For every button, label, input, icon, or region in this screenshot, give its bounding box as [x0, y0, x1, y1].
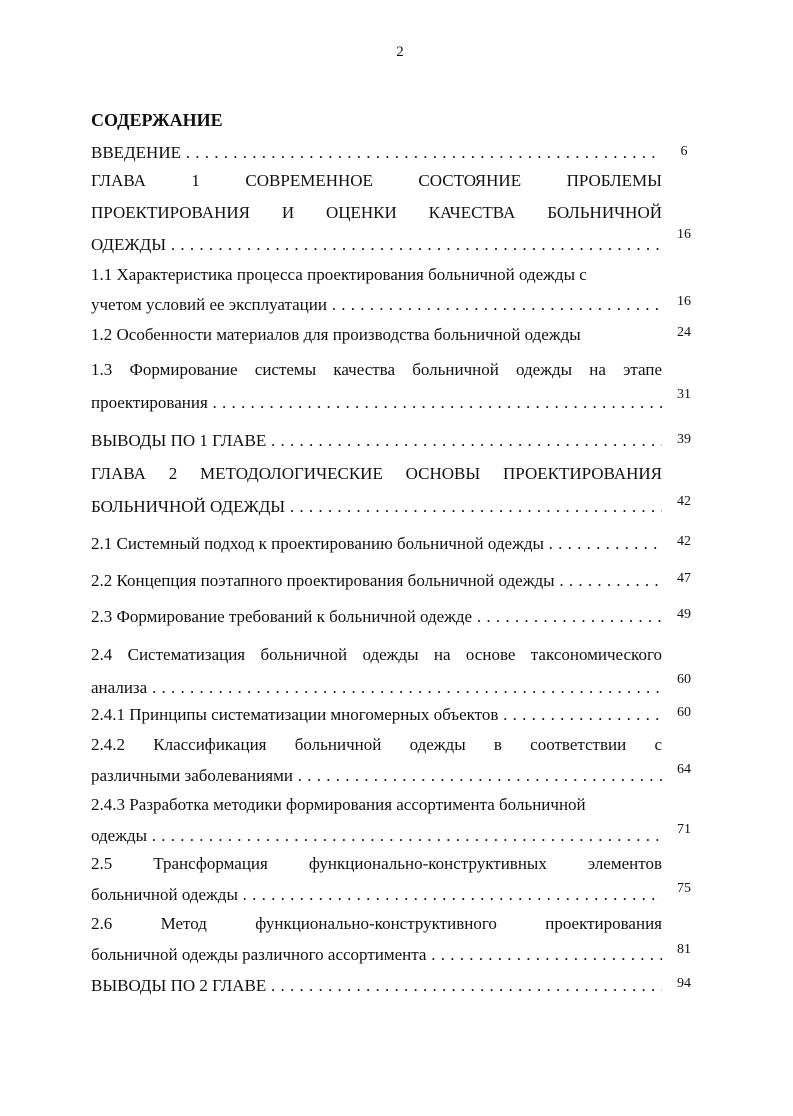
toc-entry-ch1-line1: ГЛАВА 1 СОВРЕМЕННОЕ СОСТОЯНИЕ ПРОБЛЕМЫ: [91, 171, 662, 190]
toc-entry-2-4-line2: анализа . . .: [91, 673, 662, 703]
toc-page-2-1: 42: [677, 534, 691, 549]
toc-entry-1-1-line2: учетом условий ее эксплуатации . . .: [91, 290, 662, 320]
toc-entry-2-5-line2: больничной одежды . . .: [91, 880, 662, 910]
toc-entry-1-2: 1.2 Особенности материалов для производства больничной одежды: [91, 325, 581, 344]
toc-page-2-4-1: 60: [677, 705, 691, 720]
toc-page-1-3: 31: [677, 387, 691, 402]
toc-entry-ch2-line2: БОЛЬНИЧНОЙ ОДЕЖДЫ . . .: [91, 492, 662, 522]
toc-page-2-4-3: 71: [677, 822, 691, 837]
toc-entry-1-1-line1: 1.1 Характеристика процесса проектирования больничной одежды с: [91, 265, 587, 284]
toc-page-ch2: 42: [677, 494, 691, 509]
toc-entry-2-3: 2.3 Формирование требований к больничной одежде . . .: [91, 602, 662, 632]
toc-page-2-4: 60: [677, 672, 691, 687]
toc-page-intro: 6: [680, 144, 688, 159]
toc-entry-2-4-1: 2.4.1 Принципы систематизации многомерных объектов . . .: [91, 700, 662, 730]
toc-entry-2-2: 2.2 Концепция поэтапного проектирования больничной одежды . . .: [91, 566, 662, 596]
toc-page-ch1: 16: [677, 227, 691, 242]
toc-entry-ch1-line3: ОДЕЖДЫ . . .: [91, 230, 662, 260]
toc-entry-ch1-line2: ПРОЕКТИРОВАНИЯ И ОЦЕНКИ КАЧЕСТВА БОЛЬНИЧНОЙ: [91, 203, 662, 222]
page-number: 2: [396, 44, 404, 60]
toc-entry-2-4-2-line1: 2.4.2 Классификация больничной одежды в соответствии с: [91, 735, 662, 754]
toc-entry-2-4-3-line2: одежды . . .: [91, 821, 662, 851]
toc-page-1-1: 16: [677, 294, 691, 309]
toc-page-2-6: 81: [677, 942, 691, 957]
toc-entry-ch2-line1: ГЛАВА 2 МЕТОДОЛОГИЧЕСКИЕ ОСНОВЫ ПРОЕКТИРОВАНИЯ: [91, 464, 662, 483]
toc-heading: СОДЕРЖАНИЕ: [91, 110, 223, 130]
toc-page-conclusions-2: 94: [677, 976, 691, 991]
toc-entry-conclusions-2: ВЫВОДЫ ПО 2 ГЛАВЕ . . .: [91, 971, 662, 1001]
toc-entry-2-6-line1: 2.6 Метод функционально-конструктивного проектирования: [91, 914, 662, 933]
toc-entry-2-4-2-line2: различными заболеваниями . . .: [91, 761, 662, 791]
toc-entry-intro: ВВЕДЕНИЕ . . .: [91, 138, 662, 168]
toc-entry-2-5-line1: 2.5 Трансформация функционально-конструктивных элементов: [91, 854, 662, 873]
toc-page-2-3: 49: [677, 607, 691, 622]
toc-page-1-2: 24: [677, 325, 691, 340]
toc-entry-2-6-line2: больничной одежды различного ассортимента . . .: [91, 940, 662, 970]
toc-page-2-4-2: 64: [677, 762, 691, 777]
toc-entry-2-4-3-line1: 2.4.3 Разработка методики формирования ассортимента больничной: [91, 795, 586, 814]
toc-entry-2-1: 2.1 Системный подход к проектированию больничной одежды . . .: [91, 529, 662, 559]
toc-entry-conclusions-1: ВЫВОДЫ ПО 1 ГЛАВЕ . . .: [91, 426, 662, 456]
toc-page-2-2: 47: [677, 571, 691, 586]
toc-page-conclusions-1: 39: [677, 432, 691, 447]
toc-entry-1-3-line1: 1.3 Формирование системы качества больничной одежды на этапе: [91, 360, 662, 379]
toc-entry-1-3-line2: проектирования . . .: [91, 388, 662, 418]
toc-entry-2-4-line1: 2.4 Систематизация больничной одежды на основе таксономического: [91, 645, 662, 664]
toc-page-2-5: 75: [677, 881, 691, 896]
